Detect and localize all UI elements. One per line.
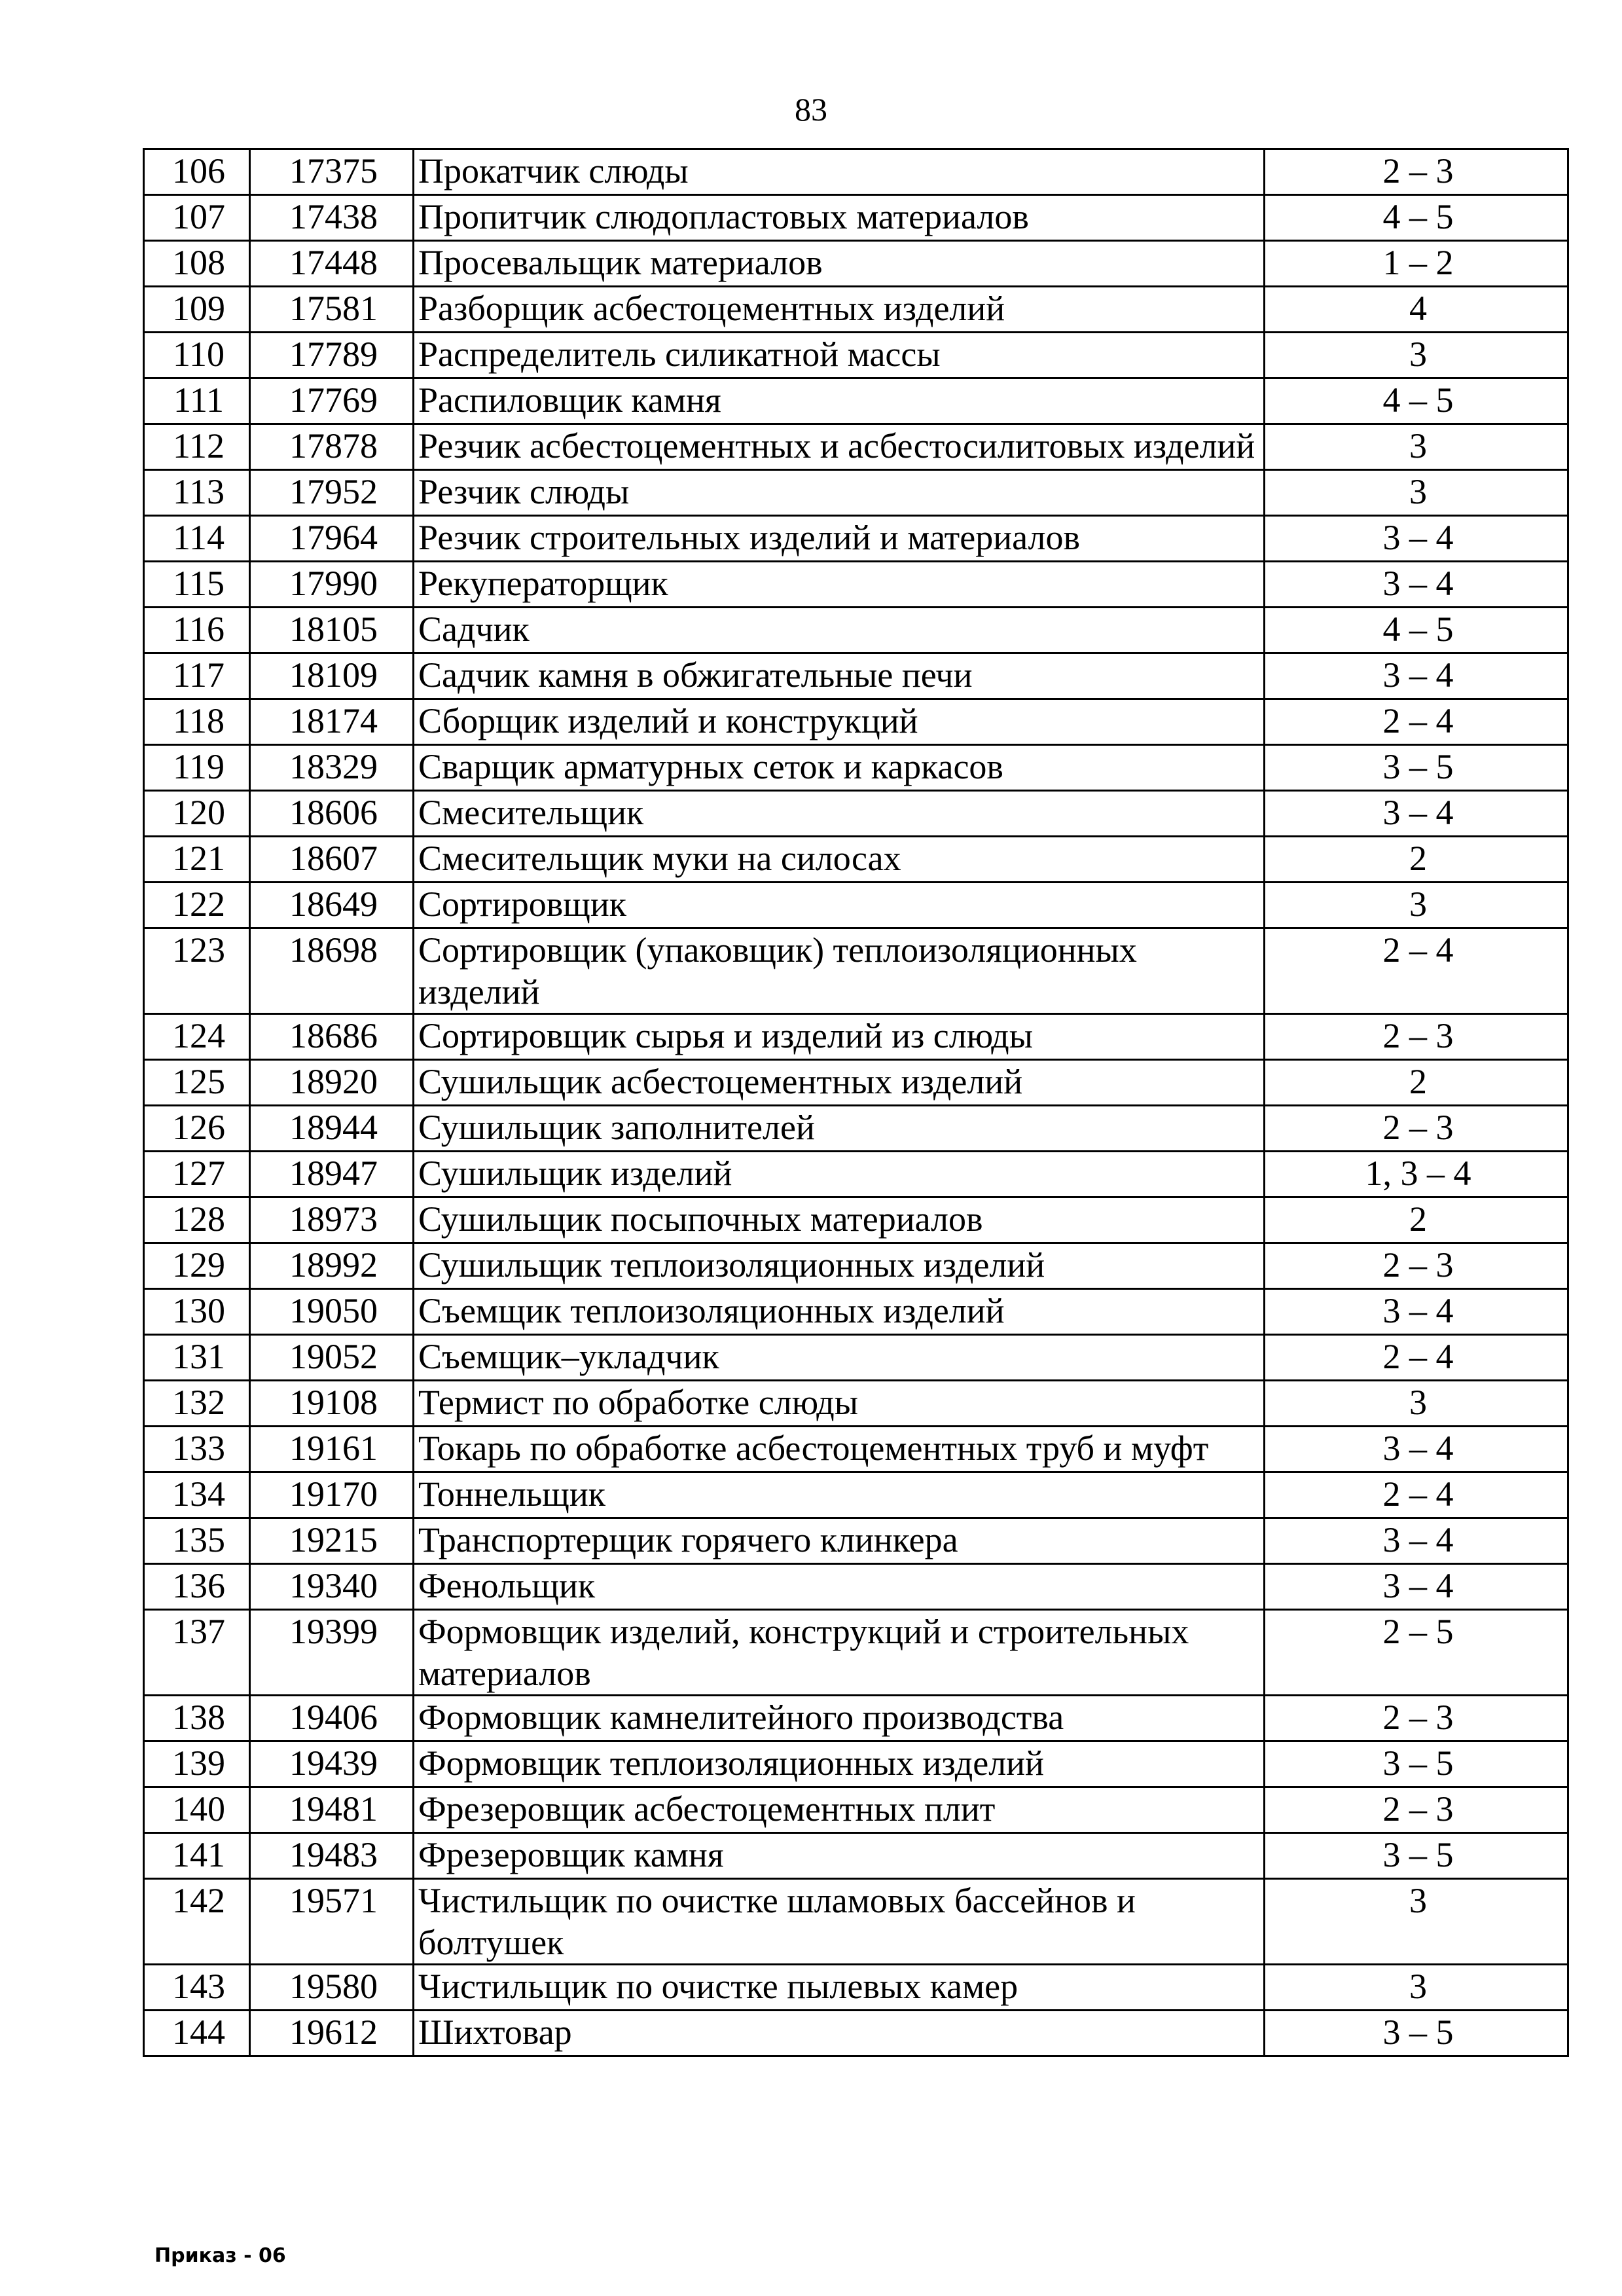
- grade-range-cell: 3 – 4: [1265, 516, 1568, 562]
- grade-range-cell: 2 – 4: [1265, 1472, 1568, 1518]
- table-row: [144, 883, 1568, 928]
- row-number-cell: 119: [144, 745, 250, 791]
- table-row: [144, 1060, 1568, 1106]
- row-number-cell: 122: [144, 883, 250, 928]
- row-number-cell: 117: [144, 653, 250, 699]
- profession-code-cell: 18686: [250, 1014, 414, 1060]
- table-row: [144, 1014, 1568, 1060]
- row-number-cell: 126: [144, 1106, 250, 1152]
- profession-code-cell: 18944: [250, 1106, 414, 1152]
- profession-code-cell: 17964: [250, 516, 414, 562]
- grade-range-cell: 3: [1265, 424, 1568, 470]
- grade-range-cell: 3: [1265, 883, 1568, 928]
- profession-name-cell: Прокатчик слюды: [414, 149, 1265, 195]
- grade-range-cell: 3 – 5: [1265, 745, 1568, 791]
- profession-code-cell: 18607: [250, 837, 414, 883]
- grade-range-cell: 3 – 5: [1265, 1741, 1568, 1787]
- profession-code-cell: 19481: [250, 1787, 414, 1833]
- profession-code-cell: 17581: [250, 287, 414, 333]
- grade-range-cell: 4 – 5: [1265, 608, 1568, 653]
- grade-range-cell: 2 – 3: [1265, 1014, 1568, 1060]
- row-number-cell: 107: [144, 195, 250, 241]
- profession-code-cell: 19483: [250, 1833, 414, 1879]
- profession-code-cell: 17375: [250, 149, 414, 195]
- table-row: [144, 608, 1568, 653]
- profession-code-cell: 18920: [250, 1060, 414, 1106]
- profession-code-cell: 17438: [250, 195, 414, 241]
- grade-range-cell: 4: [1265, 287, 1568, 333]
- row-number-cell: 115: [144, 562, 250, 608]
- profession-code-cell: 19580: [250, 1965, 414, 2011]
- row-number-cell: 130: [144, 1289, 250, 1335]
- grade-range-cell: 3 – 5: [1265, 1833, 1568, 1879]
- profession-code-cell: 17990: [250, 562, 414, 608]
- page-number: 83: [795, 91, 827, 128]
- profession-name-cell: Резчик слюды: [414, 470, 1265, 516]
- grade-range-cell: 3 – 4: [1265, 1289, 1568, 1335]
- table-row: [144, 424, 1568, 470]
- profession-name-cell: Сборщик изделий и конструкций: [414, 699, 1265, 745]
- profession-code-cell: 18973: [250, 1197, 414, 1243]
- table-row: [144, 1965, 1568, 2011]
- professions-table-body: [144, 149, 1568, 2056]
- grade-range-cell: 2 – 3: [1265, 1243, 1568, 1289]
- table-row: [144, 333, 1568, 378]
- row-number-cell: 111: [144, 378, 250, 424]
- table-row: [144, 837, 1568, 883]
- profession-name-cell: Смесительщик: [414, 791, 1265, 837]
- profession-code-cell: 19399: [250, 1610, 414, 1696]
- profession-code-cell: 17878: [250, 424, 414, 470]
- row-number-cell: 136: [144, 1564, 250, 1610]
- profession-code-cell: 19170: [250, 1472, 414, 1518]
- profession-name-cell: Шихтовар: [414, 2011, 1265, 2056]
- row-number-cell: 139: [144, 1741, 250, 1787]
- table-row: [144, 1381, 1568, 1427]
- grade-range-cell: 3 – 5: [1265, 2011, 1568, 2056]
- profession-name-cell: Сушильщик теплоизоляционных изделий: [414, 1243, 1265, 1289]
- table-row: [144, 1243, 1568, 1289]
- profession-code-cell: 19439: [250, 1741, 414, 1787]
- profession-code-cell: 18606: [250, 791, 414, 837]
- table-row: [144, 1610, 1568, 1696]
- row-number-cell: 132: [144, 1381, 250, 1427]
- table-row: [144, 195, 1568, 241]
- row-number-cell: 123: [144, 928, 250, 1014]
- profession-name-cell: Смесительщик муки на силосах: [414, 837, 1265, 883]
- table-row: [144, 1879, 1568, 1965]
- profession-code-cell: 19161: [250, 1427, 414, 1472]
- grade-range-cell: 3: [1265, 1381, 1568, 1427]
- grade-range-cell: 2 – 4: [1265, 928, 1568, 1014]
- profession-name-cell: Сушильщик изделий: [414, 1152, 1265, 1197]
- profession-name-cell: Сортировщик (упаковщик) теплоизоляционных изделий: [414, 928, 1265, 1014]
- profession-name-cell: Съемщик–укладчик: [414, 1335, 1265, 1381]
- profession-code-cell: 18992: [250, 1243, 414, 1289]
- grade-range-cell: 1 – 2: [1265, 241, 1568, 287]
- table-row: [144, 287, 1568, 333]
- grade-range-cell: 4 – 5: [1265, 378, 1568, 424]
- table-row: [144, 1696, 1568, 1741]
- profession-name-cell: Садчик: [414, 608, 1265, 653]
- profession-code-cell: 19612: [250, 2011, 414, 2056]
- profession-code-cell: 17789: [250, 333, 414, 378]
- grade-range-cell: 2 – 3: [1265, 1787, 1568, 1833]
- profession-code-cell: 17448: [250, 241, 414, 287]
- table-row: [144, 699, 1568, 745]
- profession-name-cell: Распиловщик камня: [414, 378, 1265, 424]
- row-number-cell: 135: [144, 1518, 250, 1564]
- table-row: [144, 1152, 1568, 1197]
- profession-code-cell: 18698: [250, 928, 414, 1014]
- table-row: [144, 791, 1568, 837]
- professions-table: [143, 148, 1569, 2057]
- grade-range-cell: 3: [1265, 1965, 1568, 2011]
- grade-range-cell: 3: [1265, 470, 1568, 516]
- row-number-cell: 116: [144, 608, 250, 653]
- table-row: [144, 516, 1568, 562]
- row-number-cell: 133: [144, 1427, 250, 1472]
- table-row: [144, 241, 1568, 287]
- profession-code-cell: 18109: [250, 653, 414, 699]
- table-row: [144, 653, 1568, 699]
- profession-code-cell: 18174: [250, 699, 414, 745]
- grade-range-cell: 2 – 5: [1265, 1610, 1568, 1696]
- grade-range-cell: 3 – 4: [1265, 562, 1568, 608]
- grade-range-cell: 2 – 3: [1265, 1106, 1568, 1152]
- row-number-cell: 140: [144, 1787, 250, 1833]
- profession-name-cell: Чистильщик по очистке пылевых камер: [414, 1965, 1265, 2011]
- grade-range-cell: 3: [1265, 333, 1568, 378]
- profession-code-cell: 19052: [250, 1335, 414, 1381]
- table-row: [144, 928, 1568, 1014]
- grade-range-cell: 2: [1265, 1060, 1568, 1106]
- table-row: [144, 1741, 1568, 1787]
- grade-range-cell: 1, 3 – 4: [1265, 1152, 1568, 1197]
- table-row: [144, 1787, 1568, 1833]
- profession-name-cell: Тоннельщик: [414, 1472, 1265, 1518]
- profession-name-cell: Фрезеровщик камня: [414, 1833, 1265, 1879]
- table-row: [144, 2011, 1568, 2056]
- table-row: [144, 470, 1568, 516]
- table-row: [144, 1427, 1568, 1472]
- profession-code-cell: 19050: [250, 1289, 414, 1335]
- profession-name-cell: Съемщик теплоизоляционных изделий: [414, 1289, 1265, 1335]
- table-row: [144, 745, 1568, 791]
- professions-table-container: [143, 148, 1567, 2057]
- profession-name-cell: Сварщик арматурных сеток и каркасов: [414, 745, 1265, 791]
- profession-name-cell: Формовщик изделий, конструкций и строительных материалов: [414, 1610, 1265, 1696]
- grade-range-cell: 3 – 4: [1265, 653, 1568, 699]
- profession-name-cell: Транспортерщик горячего клинкера: [414, 1518, 1265, 1564]
- table-row: [144, 1564, 1568, 1610]
- grade-range-cell: 3 – 4: [1265, 1518, 1568, 1564]
- table-row: [144, 1335, 1568, 1381]
- table-row: [144, 1833, 1568, 1879]
- grade-range-cell: 2 – 4: [1265, 1335, 1568, 1381]
- profession-code-cell: 19215: [250, 1518, 414, 1564]
- row-number-cell: 143: [144, 1965, 250, 2011]
- table-row: [144, 1289, 1568, 1335]
- table-row: [144, 562, 1568, 608]
- profession-name-cell: Садчик камня в обжигательные печи: [414, 653, 1265, 699]
- row-number-cell: 114: [144, 516, 250, 562]
- profession-name-cell: Термист по обработке слюды: [414, 1381, 1265, 1427]
- row-number-cell: 121: [144, 837, 250, 883]
- row-number-cell: 138: [144, 1696, 250, 1741]
- table-row: [144, 149, 1568, 195]
- profession-name-cell: Пропитчик слюдопластовых материалов: [414, 195, 1265, 241]
- profession-name-cell: Сушильщик заполнителей: [414, 1106, 1265, 1152]
- grade-range-cell: 2 – 3: [1265, 149, 1568, 195]
- row-number-cell: 109: [144, 287, 250, 333]
- row-number-cell: 128: [144, 1197, 250, 1243]
- row-number-cell: 124: [144, 1014, 250, 1060]
- grade-range-cell: 2 – 4: [1265, 699, 1568, 745]
- profession-name-cell: Резчик строительных изделий и материалов: [414, 516, 1265, 562]
- profession-code-cell: 18329: [250, 745, 414, 791]
- grade-range-cell: 3 – 4: [1265, 1427, 1568, 1472]
- row-number-cell: 112: [144, 424, 250, 470]
- profession-name-cell: Разборщик асбестоцементных изделий: [414, 287, 1265, 333]
- profession-code-cell: 18649: [250, 883, 414, 928]
- row-number-cell: 127: [144, 1152, 250, 1197]
- grade-range-cell: 4 – 5: [1265, 195, 1568, 241]
- table-row: [144, 378, 1568, 424]
- profession-name-cell: Фенольщик: [414, 1564, 1265, 1610]
- profession-name-cell: Чистильщик по очистке шламовых бассейнов и болтушек: [414, 1879, 1265, 1965]
- row-number-cell: 108: [144, 241, 250, 287]
- profession-code-cell: 18105: [250, 608, 414, 653]
- row-number-cell: 118: [144, 699, 250, 745]
- profession-name-cell: Формовщик теплоизоляционных изделий: [414, 1741, 1265, 1787]
- row-number-cell: 106: [144, 149, 250, 195]
- profession-name-cell: Рекуператорщик: [414, 562, 1265, 608]
- table-row: [144, 1518, 1568, 1564]
- grade-range-cell: 3 – 4: [1265, 1564, 1568, 1610]
- row-number-cell: 134: [144, 1472, 250, 1518]
- profession-name-cell: Сушильщик посыпочных материалов: [414, 1197, 1265, 1243]
- table-row: [144, 1106, 1568, 1152]
- profession-code-cell: 19571: [250, 1879, 414, 1965]
- row-number-cell: 120: [144, 791, 250, 837]
- profession-code-cell: 18947: [250, 1152, 414, 1197]
- profession-name-cell: Распределитель силикатной массы: [414, 333, 1265, 378]
- row-number-cell: 125: [144, 1060, 250, 1106]
- profession-code-cell: 17952: [250, 470, 414, 516]
- row-number-cell: 142: [144, 1879, 250, 1965]
- profession-name-cell: Формовщик камнелитейного производства: [414, 1696, 1265, 1741]
- profession-name-cell: Сушильщик асбестоцементных изделий: [414, 1060, 1265, 1106]
- grade-range-cell: 2: [1265, 837, 1568, 883]
- grade-range-cell: 2 – 3: [1265, 1696, 1568, 1741]
- row-number-cell: 113: [144, 470, 250, 516]
- row-number-cell: 129: [144, 1243, 250, 1289]
- profession-name-cell: Сортировщик: [414, 883, 1265, 928]
- row-number-cell: 141: [144, 1833, 250, 1879]
- profession-name-cell: Токарь по обработке асбестоцементных труб и муфт: [414, 1427, 1265, 1472]
- profession-code-cell: 17769: [250, 378, 414, 424]
- table-row: [144, 1472, 1568, 1518]
- profession-code-cell: 19340: [250, 1564, 414, 1610]
- profession-name-cell: Просевальщик материалов: [414, 241, 1265, 287]
- grade-range-cell: 2: [1265, 1197, 1568, 1243]
- profession-name-cell: Фрезеровщик асбестоцементных плит: [414, 1787, 1265, 1833]
- footer-label: Приказ - 06: [154, 2244, 286, 2267]
- profession-code-cell: 19108: [250, 1381, 414, 1427]
- row-number-cell: 144: [144, 2011, 250, 2056]
- grade-range-cell: 3: [1265, 1879, 1568, 1965]
- profession-code-cell: 19406: [250, 1696, 414, 1741]
- row-number-cell: 137: [144, 1610, 250, 1696]
- row-number-cell: 131: [144, 1335, 250, 1381]
- profession-name-cell: Сортировщик сырья и изделий из слюды: [414, 1014, 1265, 1060]
- grade-range-cell: 3 – 4: [1265, 791, 1568, 837]
- profession-name-cell: Резчик асбестоцементных и асбестосилитовых изделий: [414, 424, 1265, 470]
- table-row: [144, 1197, 1568, 1243]
- row-number-cell: 110: [144, 333, 250, 378]
